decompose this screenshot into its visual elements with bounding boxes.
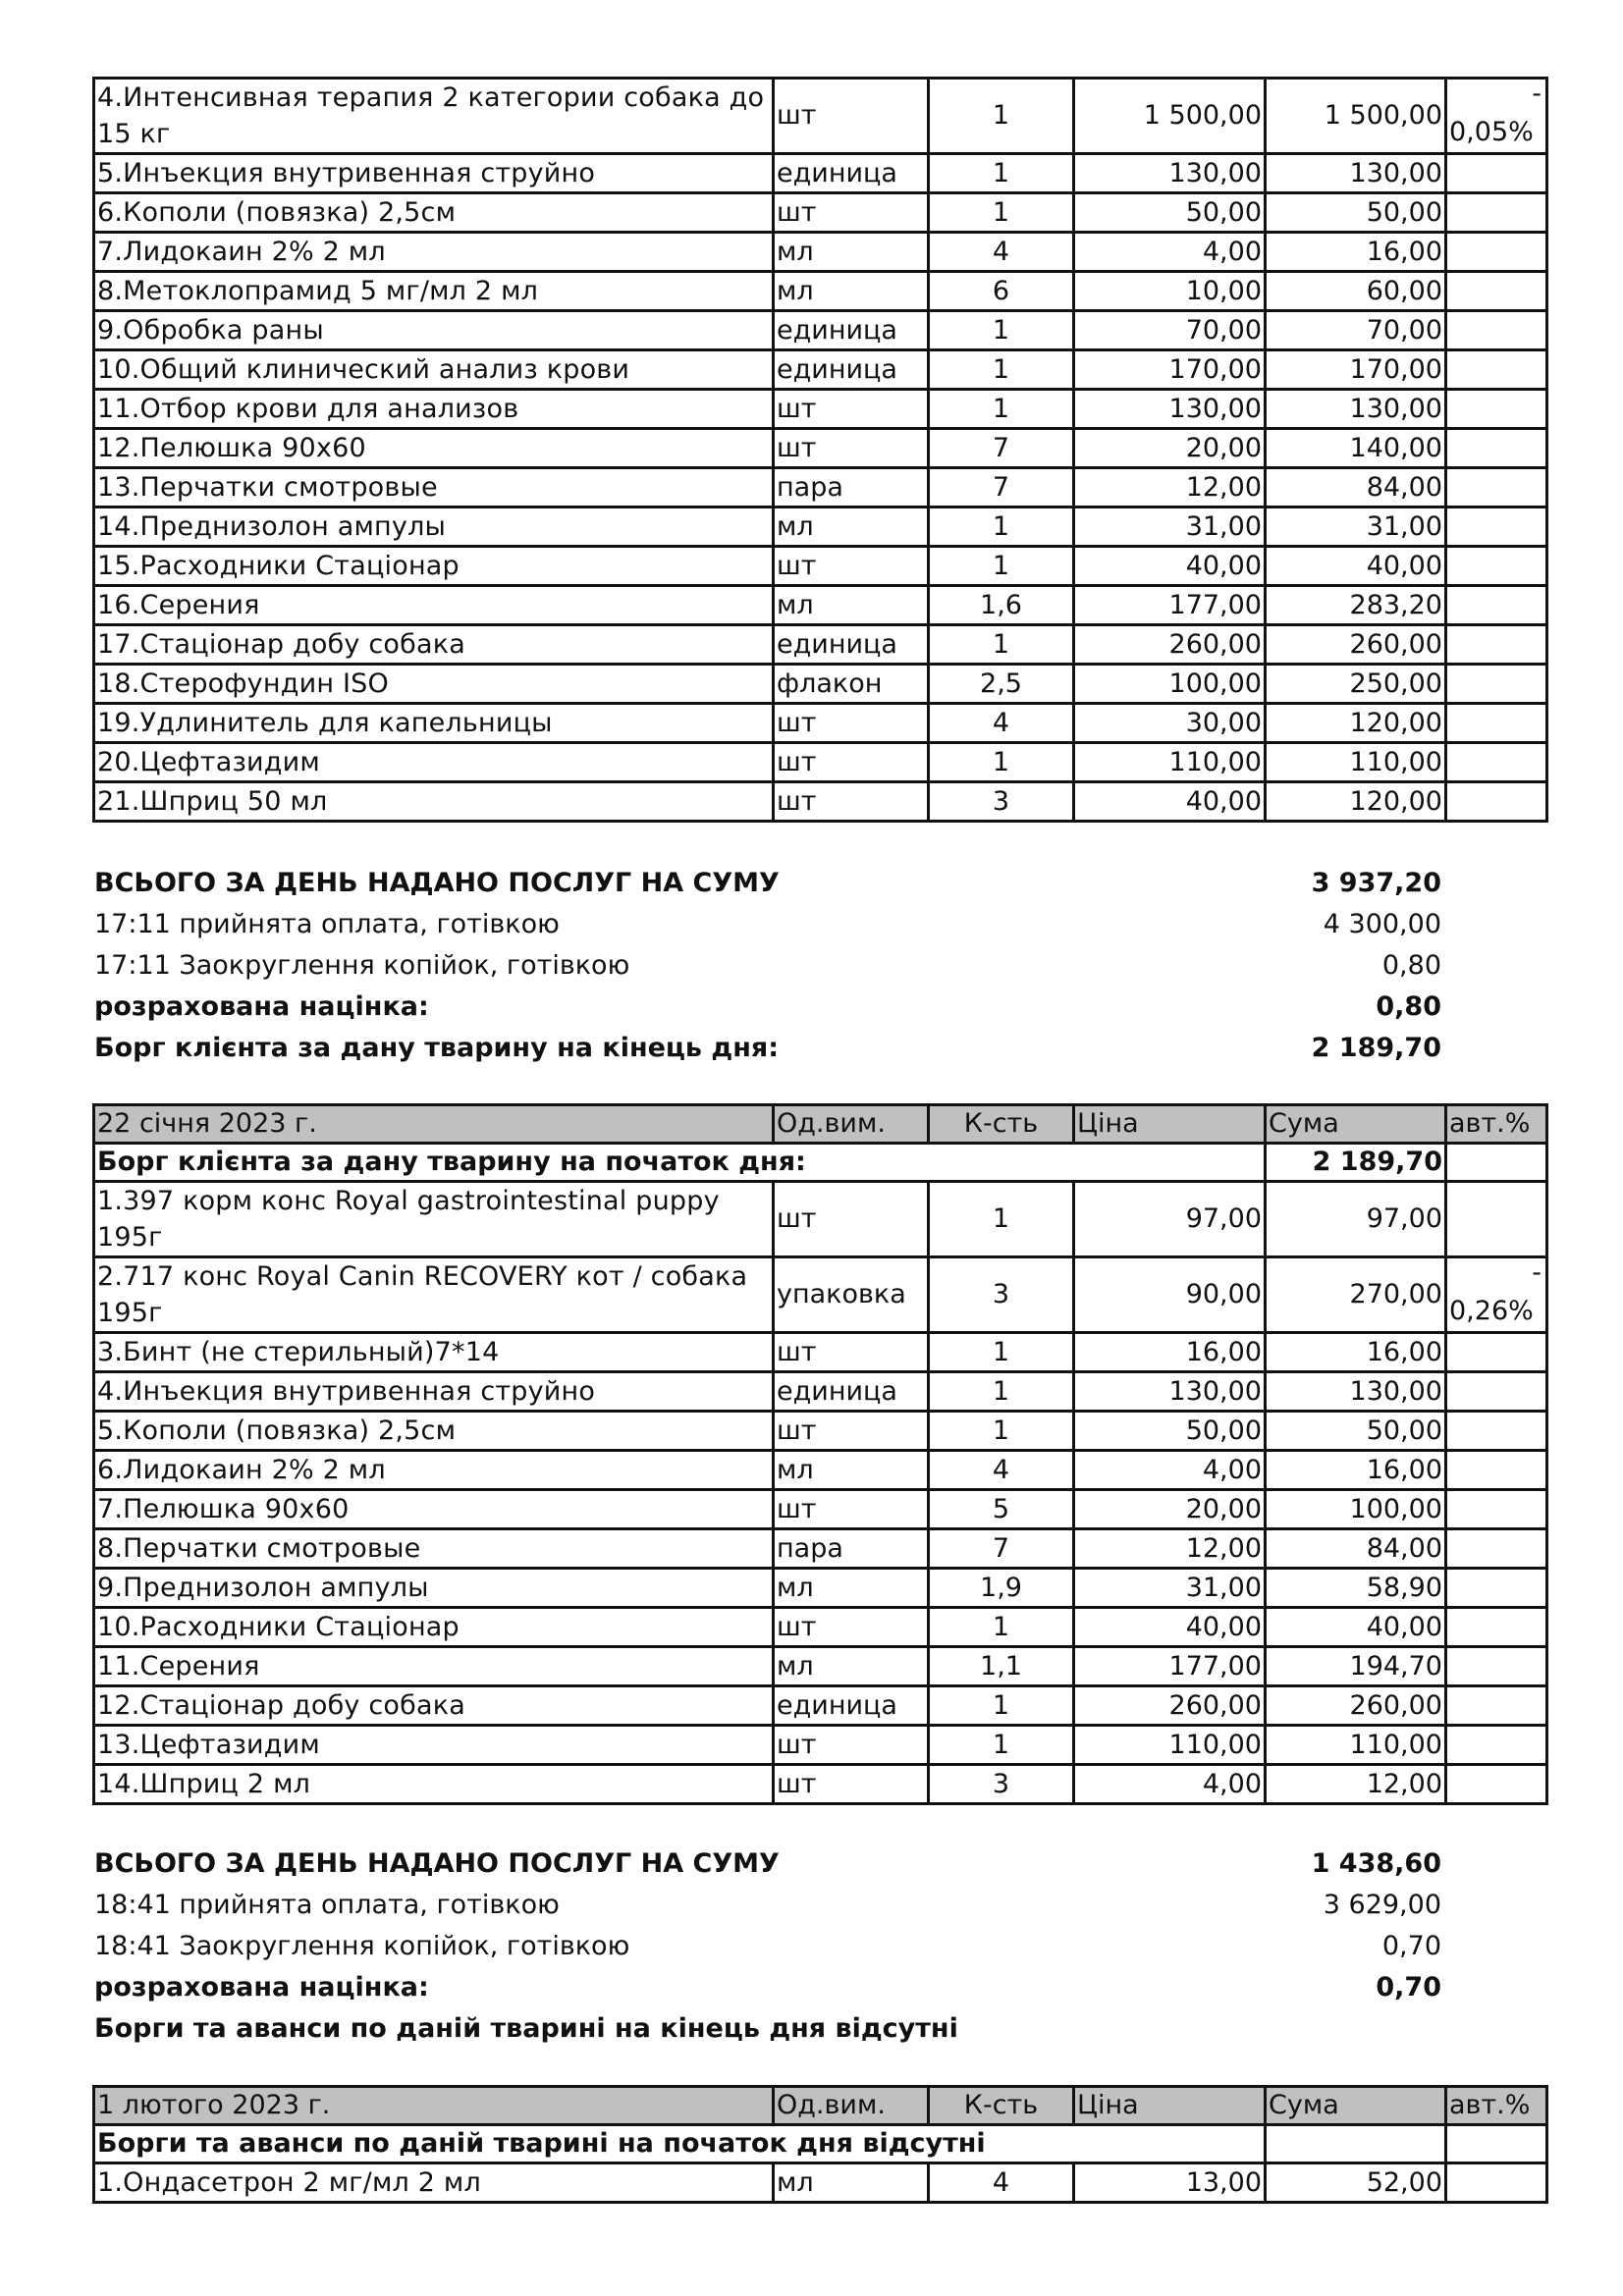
- item-name: 8.Перчатки смотровые: [94, 1529, 774, 1569]
- summary-value: 0,70: [1381, 1931, 1441, 1961]
- item-price: 13,00: [1074, 2163, 1266, 2203]
- item-qty: 3: [929, 1765, 1074, 1804]
- item-name: 9.Преднизолон ампулы: [94, 1569, 774, 1608]
- item-discount-pct: [1446, 1765, 1547, 1804]
- pct-header: авт.%: [1446, 2087, 1547, 2125]
- item-sum: 110,00: [1266, 743, 1446, 782]
- item-unit: мл: [774, 2163, 929, 2203]
- services-table-day3: [92, 2085, 1548, 2204]
- item-qty: 1: [929, 547, 1074, 586]
- sum-header: Сума: [1266, 2087, 1446, 2125]
- item-sum: 84,00: [1266, 468, 1446, 507]
- item-qty: 1: [929, 625, 1074, 665]
- item-unit: мл: [774, 586, 929, 625]
- item-sum: 283,20: [1266, 586, 1446, 625]
- item-name: 9.Обробка раны: [94, 311, 774, 350]
- item-unit: флакон: [774, 665, 929, 704]
- item-price: 30,00: [1074, 704, 1266, 743]
- item-discount-pct: [1446, 743, 1547, 782]
- item-name: 6.Лидокаин 2% 2 мл: [94, 1451, 774, 1490]
- item-name: 12.Пелюшка 90х60: [94, 429, 774, 468]
- qty-header: К-сть: [929, 2087, 1074, 2125]
- empty-cell: [1446, 1144, 1547, 1182]
- item-sum: 70,00: [1266, 311, 1446, 350]
- table-row: [94, 193, 1547, 233]
- item-discount-pct: [1446, 1257, 1547, 1333]
- item-qty: 3: [929, 782, 1074, 822]
- item-qty: 1: [929, 79, 1074, 154]
- item-sum: 50,00: [1266, 193, 1446, 233]
- summary-label: 18:41 прийнята оплата, готівкою: [94, 1890, 560, 1920]
- table-row: [94, 1257, 1547, 1333]
- item-discount-pct: [1446, 586, 1547, 625]
- item-name: 16.Серения: [94, 586, 774, 625]
- table-row: [94, 665, 1547, 704]
- summary-value: 0,70: [1376, 1972, 1441, 2002]
- item-unit: мл: [774, 233, 929, 272]
- discount-value: 0,05%: [1449, 117, 1534, 147]
- item-qty: 4: [929, 233, 1074, 272]
- item-discount-pct: [1446, 665, 1547, 704]
- opening-balance-row: [94, 2125, 1547, 2163]
- table-row: [94, 350, 1547, 390]
- item-sum: 120,00: [1266, 704, 1446, 743]
- summary-line: [92, 987, 1545, 1028]
- item-unit: шт: [774, 1608, 929, 1647]
- item-price: 40,00: [1074, 1608, 1266, 1647]
- item-discount-pct: [1446, 1529, 1547, 1569]
- item-unit: мл: [774, 1569, 929, 1608]
- table-row: [94, 1765, 1547, 1804]
- item-name: 20.Цефтазидим: [94, 743, 774, 782]
- item-qty: 1,9: [929, 1569, 1074, 1608]
- item-sum: 97,00: [1266, 1182, 1446, 1257]
- item-sum: 40,00: [1266, 547, 1446, 586]
- item-price: 10,00: [1074, 272, 1266, 311]
- item-name: 4.Интенсивная терапия 2 категории собака до 15 кг: [94, 79, 774, 154]
- item-price: 20,00: [1074, 429, 1266, 468]
- summary-value: 3 937,20: [1311, 868, 1441, 898]
- item-discount-pct: [1446, 154, 1547, 193]
- summary-label: 17:11 прийнята оплата, готівкою: [94, 909, 560, 939]
- item-name: 1.Ондасетрон 2 мг/мл 2 мл: [94, 2163, 774, 2203]
- summary-line: [92, 2008, 1545, 2050]
- item-unit: шт: [774, 390, 929, 429]
- item-sum: 130,00: [1266, 154, 1446, 193]
- opening-balance-label: Борг клієнта за дану тварину на початок дня:: [94, 1144, 1266, 1182]
- item-sum: 130,00: [1266, 1372, 1446, 1412]
- item-name: 14.Шприц 2 мл: [94, 1765, 774, 1804]
- item-price: 90,00: [1074, 1257, 1266, 1333]
- table-header-row: [94, 1105, 1547, 1144]
- item-price: 260,00: [1074, 1686, 1266, 1726]
- item-discount-pct: [1446, 547, 1547, 586]
- table-row: [94, 1372, 1547, 1412]
- table-row: [94, 2163, 1547, 2203]
- table-row: [94, 586, 1547, 625]
- item-price: 1 500,00: [1074, 79, 1266, 154]
- item-unit: мл: [774, 507, 929, 547]
- item-name: 4.Инъекция внутривенная струйно: [94, 1372, 774, 1412]
- item-sum: 130,00: [1266, 390, 1446, 429]
- item-sum: 12,00: [1266, 1765, 1446, 1804]
- item-price: 177,00: [1074, 586, 1266, 625]
- item-name: 21.Шприц 50 мл: [94, 782, 774, 822]
- item-discount-pct: [1446, 79, 1547, 154]
- item-unit: упаковка: [774, 1257, 929, 1333]
- table-row: [94, 1333, 1547, 1372]
- item-qty: 4: [929, 2163, 1074, 2203]
- table-row: [94, 704, 1547, 743]
- item-discount-pct: [1446, 233, 1547, 272]
- services-table-day1: [92, 77, 1548, 823]
- item-sum: 194,70: [1266, 1647, 1446, 1686]
- item-name: 1.397 корм конс Royal gastrointestinal puppy 195г: [94, 1182, 774, 1257]
- item-sum: 58,90: [1266, 1569, 1446, 1608]
- item-discount-pct: [1446, 2163, 1547, 2203]
- item-price: 110,00: [1074, 743, 1266, 782]
- summary-label: 17:11 Заокруглення копійок, готівкою: [94, 950, 630, 981]
- summary-line: [92, 904, 1545, 945]
- table-row: [94, 390, 1547, 429]
- item-unit: единица: [774, 1372, 929, 1412]
- date-header: 22 січня 2023 г.: [94, 1105, 774, 1144]
- item-name: 6.Кополи (повязка) 2,5см: [94, 193, 774, 233]
- price-header: Ціна: [1074, 1105, 1266, 1144]
- item-sum: 250,00: [1266, 665, 1446, 704]
- item-sum: 52,00: [1266, 2163, 1446, 2203]
- item-qty: 3: [929, 1257, 1074, 1333]
- empty-cell: [1446, 2125, 1547, 2163]
- item-discount-pct: [1446, 193, 1547, 233]
- item-qty: 1: [929, 743, 1074, 782]
- item-price: 130,00: [1074, 1372, 1266, 1412]
- item-qty: 1: [929, 350, 1074, 390]
- table-row: [94, 1569, 1547, 1608]
- item-name: 8.Метоклопрамид 5 мг/мл 2 мл: [94, 272, 774, 311]
- item-unit: шт: [774, 1726, 929, 1765]
- item-qty: 1: [929, 1412, 1074, 1451]
- item-qty: 2,5: [929, 665, 1074, 704]
- summary-value: 4 300,00: [1323, 909, 1441, 939]
- item-unit: единица: [774, 1686, 929, 1726]
- table-row: [94, 79, 1547, 154]
- item-price: 31,00: [1074, 507, 1266, 547]
- item-sum: 110,00: [1266, 1726, 1446, 1765]
- item-sum: 270,00: [1266, 1257, 1446, 1333]
- item-name: 10.Общий клинический анализ крови: [94, 350, 774, 390]
- item-discount-pct: [1446, 1490, 1547, 1529]
- item-qty: 1: [929, 1726, 1074, 1765]
- table-row: [94, 429, 1547, 468]
- item-price: 97,00: [1074, 1182, 1266, 1257]
- summary-line: [92, 863, 1545, 904]
- item-unit: шт: [774, 547, 929, 586]
- discount-value: 0,26%: [1449, 1296, 1534, 1326]
- pct-header: авт.%: [1446, 1105, 1547, 1144]
- item-qty: 1,6: [929, 586, 1074, 625]
- summary-value: 0,80: [1381, 950, 1441, 981]
- item-discount-pct: [1446, 1647, 1547, 1686]
- table-row: [94, 1490, 1547, 1529]
- item-price: 130,00: [1074, 390, 1266, 429]
- item-discount-pct: [1446, 350, 1547, 390]
- opening-balance-value: 2 189,70: [1266, 1144, 1446, 1182]
- item-unit: единица: [774, 154, 929, 193]
- item-qty: 7: [929, 1529, 1074, 1569]
- item-qty: 7: [929, 429, 1074, 468]
- item-discount-pct: [1446, 468, 1547, 507]
- summary-line: [92, 1843, 1545, 1885]
- item-discount-pct: [1446, 311, 1547, 350]
- summary-line: [92, 1967, 1545, 2008]
- table-row: [94, 547, 1547, 586]
- table-row: [94, 1647, 1547, 1686]
- item-unit: шт: [774, 429, 929, 468]
- table-row: [94, 154, 1547, 193]
- summary-label: розрахована націнка:: [94, 1972, 429, 2002]
- item-unit: шт: [774, 1182, 929, 1257]
- summary-value: 2 189,70: [1311, 1033, 1441, 1063]
- item-unit: мл: [774, 272, 929, 311]
- item-price: 4,00: [1074, 233, 1266, 272]
- item-sum: 100,00: [1266, 1490, 1446, 1529]
- item-qty: 1: [929, 507, 1074, 547]
- table-row: [94, 468, 1547, 507]
- item-unit: шт: [774, 1412, 929, 1451]
- item-qty: 4: [929, 1451, 1074, 1490]
- item-qty: 1,1: [929, 1647, 1074, 1686]
- summary-line: [92, 1028, 1545, 1069]
- services-table-day2: [92, 1103, 1548, 1805]
- item-discount-pct: [1446, 1412, 1547, 1451]
- summary-value: 1 438,60: [1311, 1848, 1441, 1879]
- item-price: 50,00: [1074, 193, 1266, 233]
- item-unit: шт: [774, 1333, 929, 1372]
- item-discount-pct: [1446, 1333, 1547, 1372]
- item-price: 12,00: [1074, 468, 1266, 507]
- opening-balance-row: [94, 1144, 1547, 1182]
- item-price: 177,00: [1074, 1647, 1266, 1686]
- item-sum: 31,00: [1266, 507, 1446, 547]
- item-discount-pct: [1446, 1726, 1547, 1765]
- item-sum: 16,00: [1266, 1451, 1446, 1490]
- item-qty: 1: [929, 1333, 1074, 1372]
- summary-label: Борги та аванси по даній тварині на кінець дня відсутні: [94, 2013, 958, 2044]
- item-unit: шт: [774, 193, 929, 233]
- item-name: 12.Стаціонар добу собака: [94, 1686, 774, 1726]
- item-price: 70,00: [1074, 311, 1266, 350]
- item-name: 10.Расходники Стаціонар: [94, 1608, 774, 1647]
- item-price: 50,00: [1074, 1412, 1266, 1451]
- item-sum: 60,00: [1266, 272, 1446, 311]
- table-row: [94, 1529, 1547, 1569]
- item-price: 16,00: [1074, 1333, 1266, 1372]
- table-row: [94, 1412, 1547, 1451]
- item-qty: 1: [929, 1372, 1074, 1412]
- item-price: 20,00: [1074, 1490, 1266, 1529]
- item-name: 7.Лидокаин 2% 2 мл: [94, 233, 774, 272]
- summary-label: розрахована націнка:: [94, 991, 429, 1022]
- table-row: [94, 272, 1547, 311]
- item-discount-pct: [1446, 1372, 1547, 1412]
- item-sum: 16,00: [1266, 1333, 1446, 1372]
- item-price: 130,00: [1074, 154, 1266, 193]
- table-row: [94, 507, 1547, 547]
- item-sum: 50,00: [1266, 1412, 1446, 1451]
- item-price: 40,00: [1074, 782, 1266, 822]
- item-qty: 6: [929, 272, 1074, 311]
- item-discount-pct: [1446, 390, 1547, 429]
- item-sum: 140,00: [1266, 429, 1446, 468]
- item-qty: 7: [929, 468, 1074, 507]
- item-price: 40,00: [1074, 547, 1266, 586]
- item-discount-pct: [1446, 704, 1547, 743]
- item-unit: пара: [774, 1529, 929, 1569]
- item-sum: 120,00: [1266, 782, 1446, 822]
- item-price: 4,00: [1074, 1451, 1266, 1490]
- item-name: 17.Стаціонар добу собака: [94, 625, 774, 665]
- item-sum: 170,00: [1266, 350, 1446, 390]
- summary-day2: [92, 1843, 1545, 2050]
- table-row: [94, 1686, 1547, 1726]
- item-discount-pct: [1446, 507, 1547, 547]
- item-name: 15.Расходники Стаціонар: [94, 547, 774, 586]
- item-price: 260,00: [1074, 625, 1266, 665]
- opening-balance-label: Борги та аванси по даній тварині на початок дня відсутні: [94, 2125, 1266, 2163]
- item-discount-pct: [1446, 1608, 1547, 1647]
- item-name: 19.Удлинитель для капельницы: [94, 704, 774, 743]
- item-name: 11.Отбор крови для анализов: [94, 390, 774, 429]
- item-qty: 5: [929, 1490, 1074, 1529]
- summary-line: [92, 945, 1545, 987]
- table-row: [94, 311, 1547, 350]
- item-name: 3.Бинт (не стерильный)7*14: [94, 1333, 774, 1372]
- item-discount-pct: [1446, 1451, 1547, 1490]
- item-unit: единица: [774, 311, 929, 350]
- item-name: 2.717 конс Royal Canin RECOVERY кот / собака 195г: [94, 1257, 774, 1333]
- item-qty: 1: [929, 1608, 1074, 1647]
- item-sum: 16,00: [1266, 233, 1446, 272]
- item-price: 31,00: [1074, 1569, 1266, 1608]
- item-price: 12,00: [1074, 1529, 1266, 1569]
- item-sum: 40,00: [1266, 1608, 1446, 1647]
- price-header: Ціна: [1074, 2087, 1266, 2125]
- item-unit: единица: [774, 625, 929, 665]
- summary-label: 18:41 Заокруглення копійок, готівкою: [94, 1931, 630, 1961]
- item-price: 170,00: [1074, 350, 1266, 390]
- item-unit: шт: [774, 1765, 929, 1804]
- summary-value: 3 629,00: [1323, 1890, 1441, 1920]
- item-discount-pct: [1446, 625, 1547, 665]
- table-row: [94, 1451, 1547, 1490]
- table-row: [94, 1182, 1547, 1257]
- item-unit: мл: [774, 1451, 929, 1490]
- item-discount-pct: [1446, 782, 1547, 822]
- item-qty: 1: [929, 154, 1074, 193]
- table-row: [94, 1726, 1547, 1765]
- item-discount-pct: [1446, 429, 1547, 468]
- item-qty: 1: [929, 193, 1074, 233]
- item-name: 13.Цефтазидим: [94, 1726, 774, 1765]
- item-name: 11.Серения: [94, 1647, 774, 1686]
- item-name: 5.Инъекция внутривенная струйно: [94, 154, 774, 193]
- date-header: 1 лютого 2023 г.: [94, 2087, 774, 2125]
- unit-header: Од.вим.: [774, 1105, 929, 1144]
- sum-header: Сума: [1266, 1105, 1446, 1144]
- item-name: 13.Перчатки смотровые: [94, 468, 774, 507]
- summary-line: [92, 1885, 1545, 1926]
- item-name: 5.Кополи (повязка) 2,5см: [94, 1412, 774, 1451]
- table-header-row: [94, 2087, 1547, 2125]
- table-row: [94, 625, 1547, 665]
- summary-label: Борг клієнта за дану тварину на кінець дня:: [94, 1033, 779, 1063]
- summary-label: ВСЬОГО ЗА ДЕНЬ НАДАНО ПОСЛУГ НА СУМУ: [94, 1848, 780, 1879]
- item-name: 18.Стерофундин ISO: [94, 665, 774, 704]
- unit-header: Од.вим.: [774, 2087, 929, 2125]
- item-qty: 1: [929, 311, 1074, 350]
- summary-day1: [92, 863, 1545, 1069]
- item-unit: шт: [774, 704, 929, 743]
- opening-balance-value: [1266, 2125, 1446, 2163]
- table-row: [94, 782, 1547, 822]
- qty-header: К-сть: [929, 1105, 1074, 1144]
- table-row: [94, 743, 1547, 782]
- item-qty: 1: [929, 1686, 1074, 1726]
- item-price: 110,00: [1074, 1726, 1266, 1765]
- item-sum: 260,00: [1266, 1686, 1446, 1726]
- minus-sign: -: [1532, 79, 1542, 109]
- item-sum: 84,00: [1266, 1529, 1446, 1569]
- item-unit: шт: [774, 743, 929, 782]
- item-qty: 4: [929, 704, 1074, 743]
- summary-label: ВСЬОГО ЗА ДЕНЬ НАДАНО ПОСЛУГ НА СУМУ: [94, 868, 780, 898]
- item-qty: 1: [929, 390, 1074, 429]
- item-price: 4,00: [1074, 1765, 1266, 1804]
- table-row: [94, 233, 1547, 272]
- item-sum: 260,00: [1266, 625, 1446, 665]
- item-unit: шт: [774, 782, 929, 822]
- minus-sign: -: [1532, 1257, 1542, 1288]
- item-discount-pct: [1446, 1182, 1547, 1257]
- table-row: [94, 1608, 1547, 1647]
- item-discount-pct: [1446, 1686, 1547, 1726]
- item-discount-pct: [1446, 1569, 1547, 1608]
- summary-line: [92, 1926, 1545, 1967]
- item-qty: 1: [929, 1182, 1074, 1257]
- item-name: 14.Преднизолон ампулы: [94, 507, 774, 547]
- summary-value: 0,80: [1376, 991, 1441, 1022]
- item-name: 7.Пелюшка 90х60: [94, 1490, 774, 1529]
- item-sum: 1 500,00: [1266, 79, 1446, 154]
- item-unit: единица: [774, 350, 929, 390]
- item-unit: мл: [774, 1647, 929, 1686]
- item-unit: шт: [774, 1490, 929, 1529]
- item-unit: пара: [774, 468, 929, 507]
- item-unit: шт: [774, 79, 929, 154]
- item-price: 100,00: [1074, 665, 1266, 704]
- item-discount-pct: [1446, 272, 1547, 311]
